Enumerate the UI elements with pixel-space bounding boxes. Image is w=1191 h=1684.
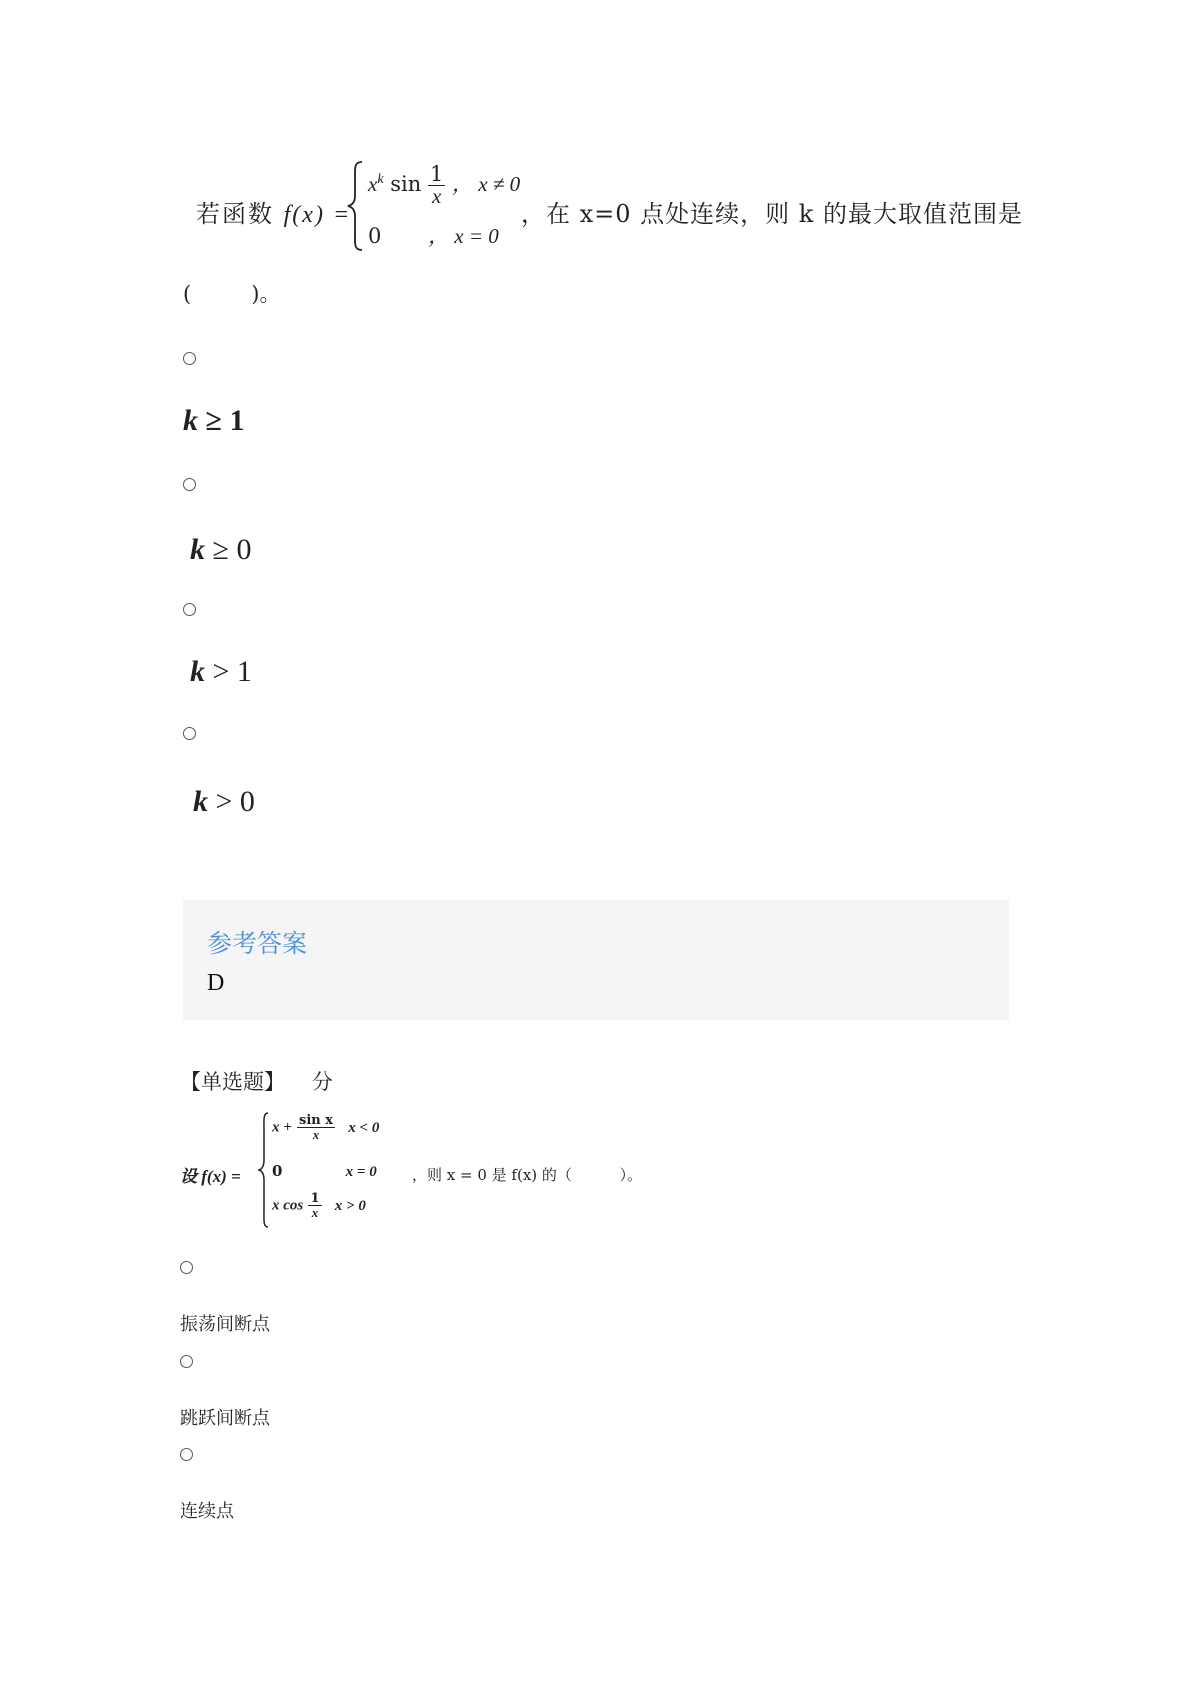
case-1: x + $\frac{\text{sin x}}{x}$ x < 0	[272, 1113, 380, 1142]
case-1: $x^k$ sin $\frac{1}{x}$ ， x ≠ 0	[368, 162, 521, 208]
option-c-label: k > 1	[190, 655, 252, 688]
question-1-lead: 若函数 f(x) =	[196, 200, 352, 228]
option-1-label: 振荡间断点	[180, 1314, 270, 1335]
option-d-label: k > 0	[193, 785, 255, 818]
case-3: x cos $\frac{1}{x}$ x > 0	[272, 1191, 366, 1220]
left-brace-icon	[346, 158, 364, 254]
question-2-tail: ，则 x = 0 是 f(x) 的（ ）。	[412, 1166, 643, 1184]
question-2-lead: 设 f(x) =	[180, 1167, 241, 1186]
left-brace-icon	[258, 1110, 270, 1230]
question-2-stem	[180, 1110, 740, 1230]
reference-answer-value: D	[207, 970, 225, 996]
option-1-radio[interactable]	[180, 1261, 193, 1274]
question-2-header: 【单选题】 分	[180, 1070, 333, 1094]
option-b-label: k ≥ 0	[190, 533, 252, 566]
option-3-radio[interactable]	[180, 1448, 193, 1461]
question-1-stem	[196, 158, 1026, 254]
question-1-tail: ，在 x=0 点处连续，则 k 的最大取值范围是	[521, 200, 1023, 228]
function-name: f(x) =	[283, 202, 352, 228]
option-d-radio[interactable]	[183, 727, 196, 740]
piecewise-function-2	[258, 1110, 398, 1230]
option-a-label: k ≥ 1	[183, 404, 245, 437]
option-3-label: 连续点	[180, 1501, 234, 1522]
reference-answer-title: 参考答案	[207, 929, 308, 958]
option-a-radio[interactable]	[183, 352, 196, 365]
option-2-label: 跳跃间断点	[180, 1408, 270, 1429]
piecewise-function	[346, 158, 521, 254]
reference-answer-panel	[183, 900, 1009, 1020]
option-c-radio[interactable]	[183, 603, 196, 616]
option-2-radio[interactable]	[180, 1355, 193, 1368]
case-2: 0 x = 0	[272, 1162, 377, 1180]
case-2: 0 ， x = 0	[368, 224, 499, 248]
option-b-radio[interactable]	[183, 478, 196, 491]
answer-blank: ( )。	[183, 282, 281, 306]
